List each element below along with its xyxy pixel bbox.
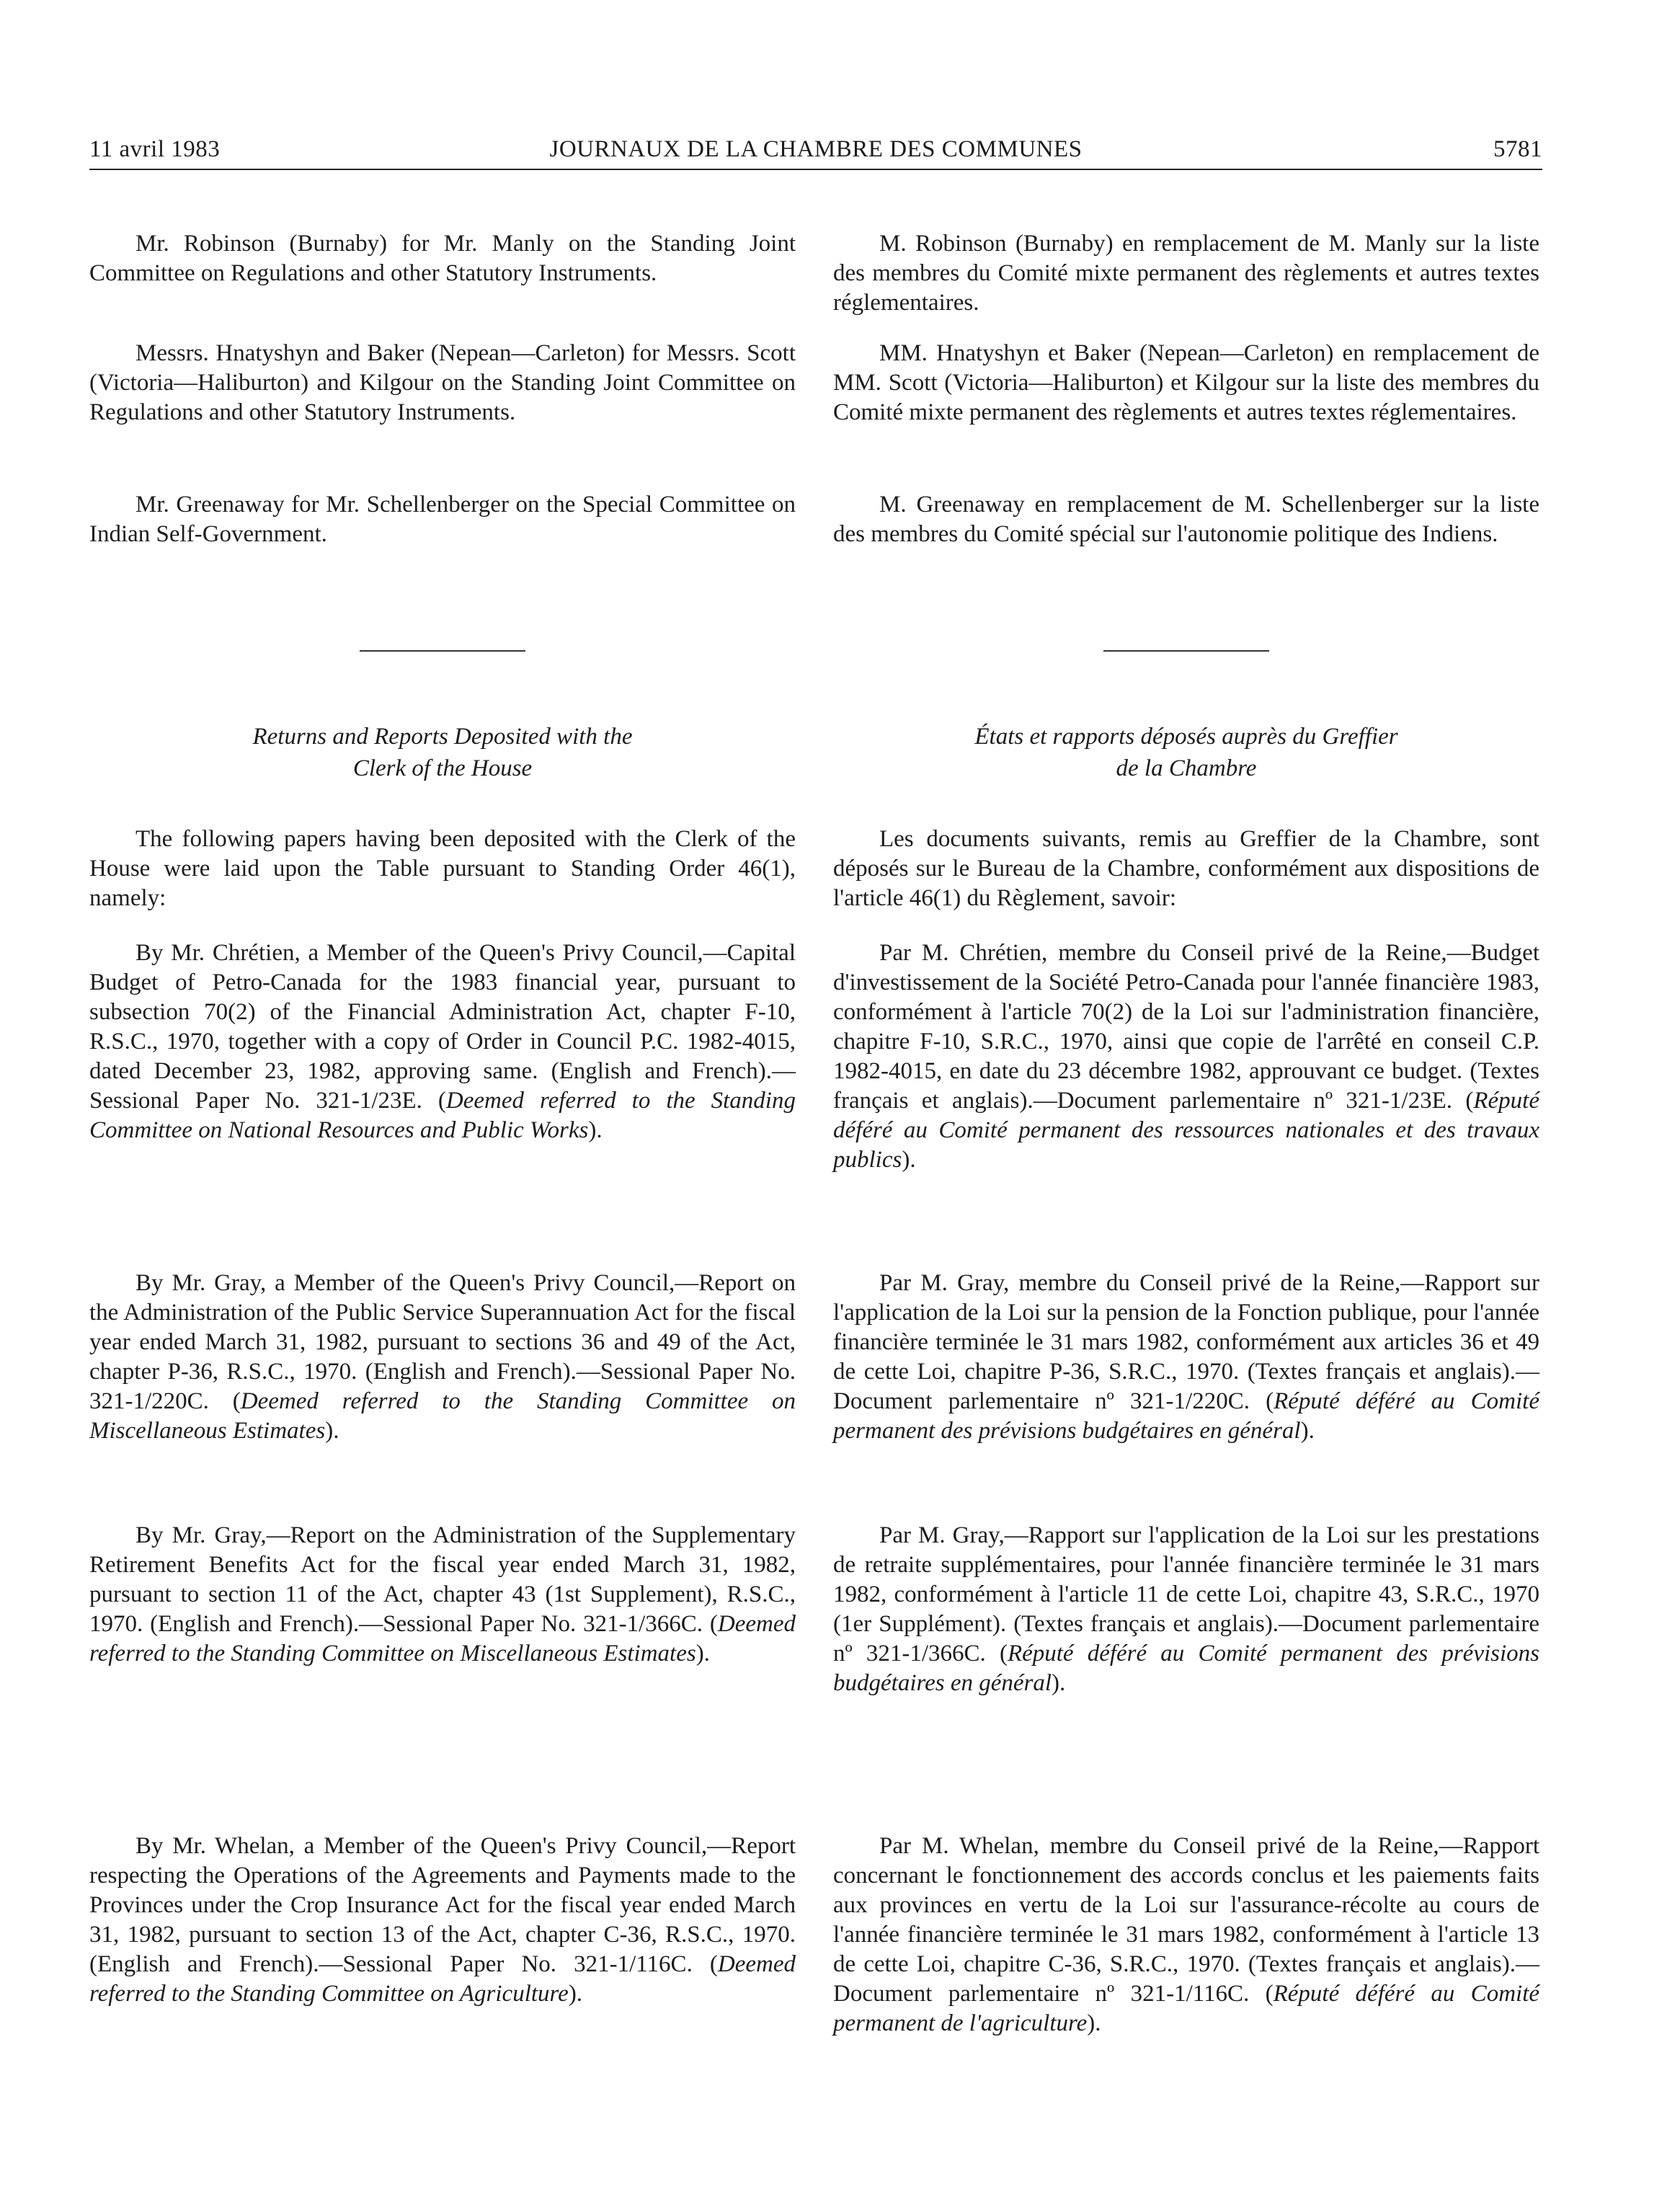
fr-item-gray-2-end: ). (1052, 1670, 1066, 1696)
fr-paragraph-greenaway: M. Greenaway en remplacement de M. Schellenberger sur la liste des membres du Comité spécial sur l'autonomie politique des Indiens. (833, 492, 1539, 547)
fr-item-whelan-referral: Réputé déféré au Comité permanent de l'agriculture (833, 1981, 1540, 2036)
fr-item-gray-2-referral: Réputé déféré au Comité permanent des prévisions budgétaires en général (833, 1641, 1539, 1696)
fr-item-gray-1-text: Par M. Gray, membre du Conseil privé de la Reine,—Rapport sur l'application de la Loi sur la pension de la Fonction publique, pour l'année financière terminée le 31 mars 1982, conformément aux articles 36 et 49 de cette Loi, chapitre P-36, S.R.C., 1970. (Textes français et anglais).—Document parlementaire nº 321-1/220C. ( (833, 1270, 1539, 1414)
fr-paragraph-hnatyshyn: MM. Hnatyshyn et Baker (Nepean—Carleton) en remplacement de MM. Scott (Victoria—Haliburton) et Kilgour sur la liste des membres du Comité mixte permanent des règlements et autres textes réglementaires. (833, 340, 1539, 425)
fr-item-whelan (833, 1832, 1539, 2038)
en-paragraph-robinson: Mr. Robinson (Burnaby) for Mr. Manly on the Standing Joint Committee on Regulations and other Statutory Instruments. (89, 231, 796, 286)
fr-paragraph-robinson: M. Robinson (Burnaby) en remplacement de M. Manly sur la liste des membres du Comité mixte permanent des règlements et autres textes réglementaires. (833, 231, 1539, 316)
section-divider (360, 650, 525, 652)
fr-section-heading (833, 721, 1539, 784)
fr-item-gray-2-text: Par M. Gray,—Rapport sur l'application de la Loi sur les prestations de retraite supplémentaires, pour l'année financière terminée le 31 mars 1982, conformément à l'article 11 de cette Loi, chapitre 43, S.R.C., 1970 (1er Supplément). (Textes français et anglais).—Document parlementaire nº 321-1/366C. ( (833, 1522, 1539, 1667)
fr-intro-paragraph: Les documents suivants, remis au Greffier de la Chambre, sont déposés sur le Bureau de la Chambre, conformément aux dispositions de l'article 46(1) du Règlement, savoir: (833, 826, 1539, 911)
en-item-chretien-end: ). (588, 1117, 603, 1143)
en-item-gray-1-end: ). (325, 1418, 339, 1444)
en-item-gray-2-text: By Mr. Gray,—Report on the Administration of the Supplementary Retirement Benefits Act for the fiscal year ended March 31, 1982, pursuant to section 11 of the Act, chapter 43 (1st Supplement), R.S.C., 1970. (English and French).—Sessional Paper No. 321-1/366C. ( (89, 1522, 796, 1637)
fr-item-whelan-end: ). (1087, 2010, 1101, 2036)
en-item-gray-1-text: By Mr. Gray, a Member of the Queen's Privy Council,—Report on the Administration of the Public Service Superannuation Act for the fiscal year ended March 31, 1982, pursuant to sections 36 and 49 of the Act, chapter P-36, R.S.C., 1970. (English and French).—Sessional Paper No. 321-1/220C. ( (89, 1270, 796, 1414)
en-paragraph-hnatyshyn: Messrs. Hnatyshyn and Baker (Nepean—Carleton) for Messrs. Scott (Victoria—Haliburton) and Kilgour on the Standing Joint Committee on Regulations and other Statutory Instruments. (89, 340, 796, 425)
en-item-whelan-referral: Deemed referred to the Standing Committee on Agriculture (89, 1951, 796, 2007)
fr-heading-line-1: États et rapports déposés auprès du Greffier (974, 724, 1398, 750)
fr-item-gray-1-referral: Réputé déféré au Comité permanent des prévisions budgétaires en général (833, 1388, 1539, 1444)
en-intro-paragraph: The following papers having been deposited with the Clerk of the House were laid upon the Table pursuant to Standing Order 46(1), namely: (89, 826, 796, 911)
fr-item-chretien-end: ). (902, 1147, 916, 1173)
header-date: 11 avril 1983 (89, 136, 221, 162)
fr-item-chretien-text: Par M. Chrétien, membre du Conseil privé de la Reine,—Budget d'investissement de la Société Petro-Canada pour l'année financière 1983, conformément à l'article 70(2) de la Loi sur l'administration financière, chapitre F-10, S.R.C., 1970, ainsi que copie de l'arrêté en conseil C.P. 1982-4015, en date du 23 décembre 1982, approuvant ce budget. (Textes français et anglais).—Document parlementaire nº 321-1/23E. ( (833, 940, 1539, 1114)
en-item-chretien (89, 938, 796, 1145)
header-title: JOURNAUX DE LA CHAMBRE DES COMMUNES (549, 136, 1083, 162)
en-item-gray-superannuation (89, 1269, 796, 1446)
fr-item-gray-1-end: ). (1300, 1418, 1315, 1444)
fr-item-whelan-text: Par M. Whelan, membre du Conseil privé de la Reine,—Rapport concernant le fonctionnement des accords conclus et les paiements faits aux provinces en vertu de la Loi sur l'assurance-récolte au cours de l'année financière terminée le 31 mars 1982, conformément à l'article 13 de cette Loi, chapitre C-36, S.R.C., 1970. (Textes français et anglais).—Document parlementaire nº 321-1/116C. ( (833, 1833, 1539, 2007)
fr-item-chretien-referral: Réputé déféré au Comité permanent des ressources nationales et des travaux publics (833, 1088, 1539, 1173)
en-heading-line-1: Returns and Reports Deposited with the (252, 724, 633, 750)
en-item-gray-1-referral: Deemed referred to the Standing Committee on Miscellaneous Estimates (89, 1388, 796, 1444)
en-item-whelan-end: ). (568, 1981, 583, 2007)
header-page-number: 5781 (1493, 136, 1542, 162)
en-item-chretien-referral: Deemed referred to the Standing Committee on National Resources and Public Works (89, 1088, 796, 1143)
en-section-heading (89, 721, 796, 784)
en-paragraph-greenaway: Mr. Greenaway for Mr. Schellenberger on the Special Committee on Indian Self-Government. (89, 492, 796, 547)
en-item-whelan (89, 1832, 796, 2009)
en-item-gray-2-end: ). (695, 1641, 710, 1667)
fr-heading-line-2: de la Chambre (1116, 755, 1257, 781)
fr-item-chretien (833, 938, 1539, 1175)
fr-item-gray-retraite (833, 1521, 1539, 1698)
en-item-gray-2-referral: Deemed referred to the Standing Committee on Miscellaneous Estimates (89, 1611, 796, 1667)
en-heading-line-2: Clerk of the House (352, 755, 533, 781)
page-header (89, 128, 1542, 170)
fr-item-gray-pension (833, 1269, 1539, 1446)
en-item-gray-retirement (89, 1521, 796, 1669)
en-item-whelan-text: By Mr. Whelan, a Member of the Queen's Privy Council,—Report respecting the Operations of the Agreements and Payments made to the Provinces under the Crop Insurance Act for the fiscal year ended March 31, 1982, pursuant to section 13 of the Act, chapter C-36, R.S.C., 1970. (English and French).—Sessional Paper No. 321-1/116C. ( (89, 1833, 796, 1977)
en-item-chretien-text: By Mr. Chrétien, a Member of the Queen's Privy Council,—Capital Budget of Petro-Canada for the 1983 financial year, pursuant to subsection 70(2) of the Financial Administration Act, chapter F-10, R.S.C., 1970, together with a copy of Order in Council P.C. 1982-4015, dated December 23, 1982, approving same. (English and French).—Sessional Paper No. 321-1/23E. ( (89, 940, 796, 1114)
section-divider (1103, 650, 1269, 652)
